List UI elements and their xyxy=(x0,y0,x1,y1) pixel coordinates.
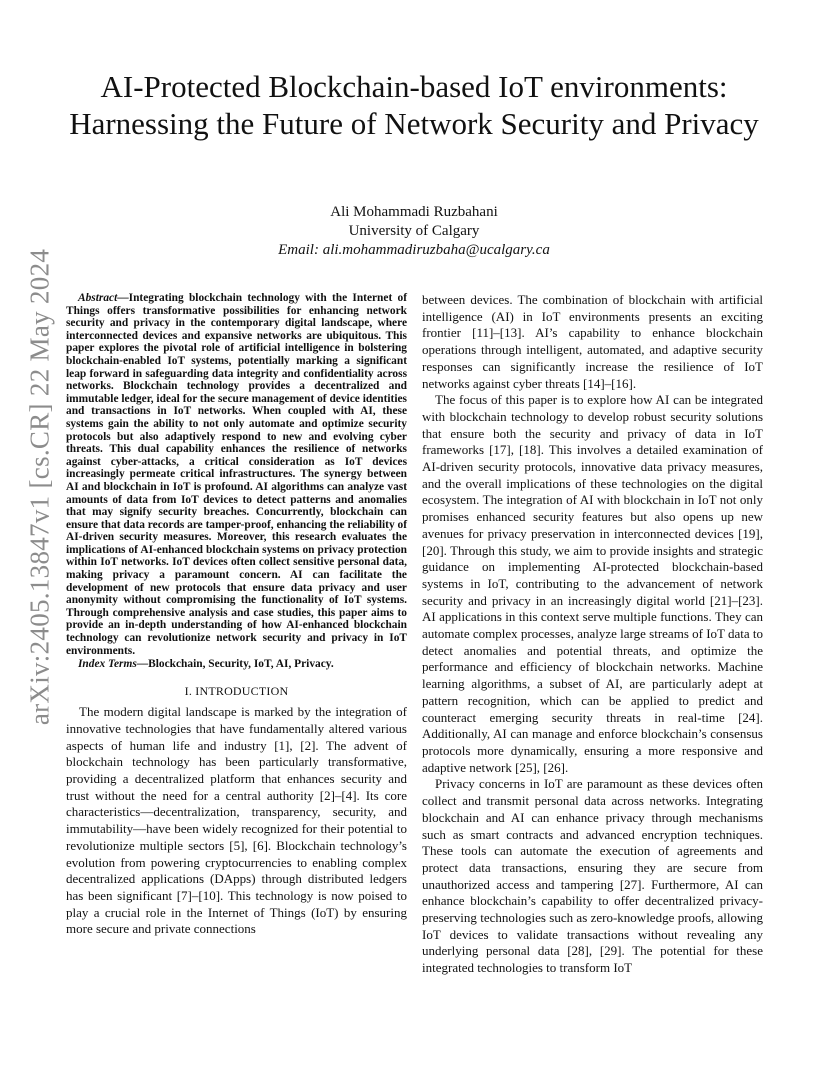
author-name: Ali Mohammadi Ruzbahani xyxy=(330,204,498,220)
paper-title: AI-Protected Blockchain-based IoT environments: Harnessing the Future of Network Security and Privacy xyxy=(69,69,759,141)
index-terms-label: Index Terms xyxy=(78,658,137,671)
author-email: Email: ali.mohammadiruzbaha@ucalgary.ca xyxy=(278,242,550,258)
index-terms-text: —Blockchain, Security, IoT, AI, Privacy. xyxy=(136,658,334,671)
index-terms xyxy=(66,658,407,671)
arxiv-identifier: arXiv:2405.13847v1 [cs.CR] 22 May 2024 xyxy=(24,248,55,726)
intro-paragraph-3: Privacy concerns in IoT are paramount as these devices often collect and transmit personal data across networks. Integrating blockchain and AI can enhance privacy through mechanisms such as smart contracts and advanced encryption techniques. These tools can automate the execution of agreements and protect data transactions, ensuring they are secure from unauthorized access and tampering [27]. Furthermore, AI can enhance blockchain’s capability to offer decentralized privacy-preserving technologies such as zero-knowledge proofs, allowing IoT devices to validate transactions without revealing any underlying personal data [28], [29]. The potential for these integrated technologies to transform IoT xyxy=(422,776,763,976)
intro-paragraph-2: The focus of this paper is to explore how AI can be integrated with blockchain technology to develop robust security solutions that ensure both the security and privacy of data in IoT frameworks [17], [18]. This involves a detailed examination of AI-driven security protocols, innovative data privacy measures, and the overall implications of these technologies on the digital ecosystem. The integration of AI with blockchain in IoT not only promises enhanced security features but also opens up new avenues for privacy preservation in interconnected devices [19], [20]. Through this study, we aim to provide insights and strategic guidance on implementing AI-protected blockchain-based systems in IoT, contributing to the advancement of network security and privacy in an increasingly digital world [21]–[23]. AI applications in this context serve multiple functions. They can automate complex processes, analyze large streams of IoT data to detect anomalies and potential threats, and optimize the performance and efficiency of blockchain networks. Machine learning algorithms, a subset of AI, are particularly adept at pattern recognition, which can be applied to predict and counteract emerging security threats in real-time [24]. Additionally, AI can manage and enforce blockchain’s consensus protocols more dynamically, ensuring a more responsive and adaptive network [25], [26]. xyxy=(422,392,764,775)
abstract-text: —Integrating blockchain technology with the Internet of Things offers transformative possibilities for enhancing network security and privacy in the contemporary digital landscape, where interconnected devices and expansive networks are ubiquitous. This paper explores the pivotal role of artificial intelligence in bolstering blockchain-enabled IoT systems, potentially marking a significant leap forward in safeguarding data integrity and confidentiality across networks. Blockchain technology provides a decentralized and immutable ledger, ideal for the secure management of device identities and transactions in IoT networks. When coupled with AI, these systems gain the ability to not only automate and optimize security protocols but also adaptively respond to new and evolving cyber threats. This dual capability enhances the resilience of networks against cyber-attacks, a critical consideration as IoT devices increasingly permeate critical infrastructures. The synergy between AI and blockchain in IoT is profound. AI algorithms can analyze vast amounts of data from IoT devices to detect patterns and anomalies that may signify security breaches. Concurrently, blockchain can ensure that data records are tamper-proof, enhancing the reliability of AI-driven security measures. Moreover, this research evaluates the implications of AI-enhanced blockchain systems on privacy protection within IoT networks. IoT devices often collect sensitive personal data, making privacy a paramount concern. AI can facilitate the development of new protocols that ensure data privacy and user anonymity without compromising the functionality of IoT systems. Through comprehensive analysis and case studies, this paper aims to provide an in-depth understanding of how AI-enhanced blockchain technology can revolutionize network security and privacy in IoT environments. xyxy=(66,292,407,657)
intro-paragraph-1-continued: between devices. The combination of blockchain with artificial intelligence (AI) in IoT environments presents an exciting frontier [11]–[13]. AI’s capability to enhance blockchain operations through intelligent, automated, and adaptive security responses can significantly increase the resilience of IoT networks against cyber threats [14]–[16]. xyxy=(422,292,763,391)
section-heading-introduction: I. INTRODUCTION xyxy=(184,684,289,699)
abstract-label: Abstract xyxy=(78,292,118,304)
intro-paragraph-1: The modern digital landscape is marked by the integration of innovative technologies that have fundamentally altered various aspects of human life and industry [1], [2]. The advent of blockchain technology has been particularly transformative, providing a decentralized platform that enhances security and trust without the need for a central authority [2]–[4]. Its core characteristics—decentralization, transparency, security, and immutability—have been widely recognized for their potential to revolutionize multiple sectors [5], [6]. Blockchain technology’s evolution from powering cryptocurrencies to enabling complex decentralized applications (DApps) through distributed ledgers has been significant [7]–[10]. This technology is now poised to play a crucial role in the Internet of Things (IoT) by ensuring more secure and private connections xyxy=(66,704,407,937)
author-block xyxy=(60,203,768,260)
abstract xyxy=(66,292,407,657)
right-column xyxy=(422,292,763,977)
author-affiliation: University of Calgary xyxy=(348,223,480,239)
left-column xyxy=(66,292,407,938)
